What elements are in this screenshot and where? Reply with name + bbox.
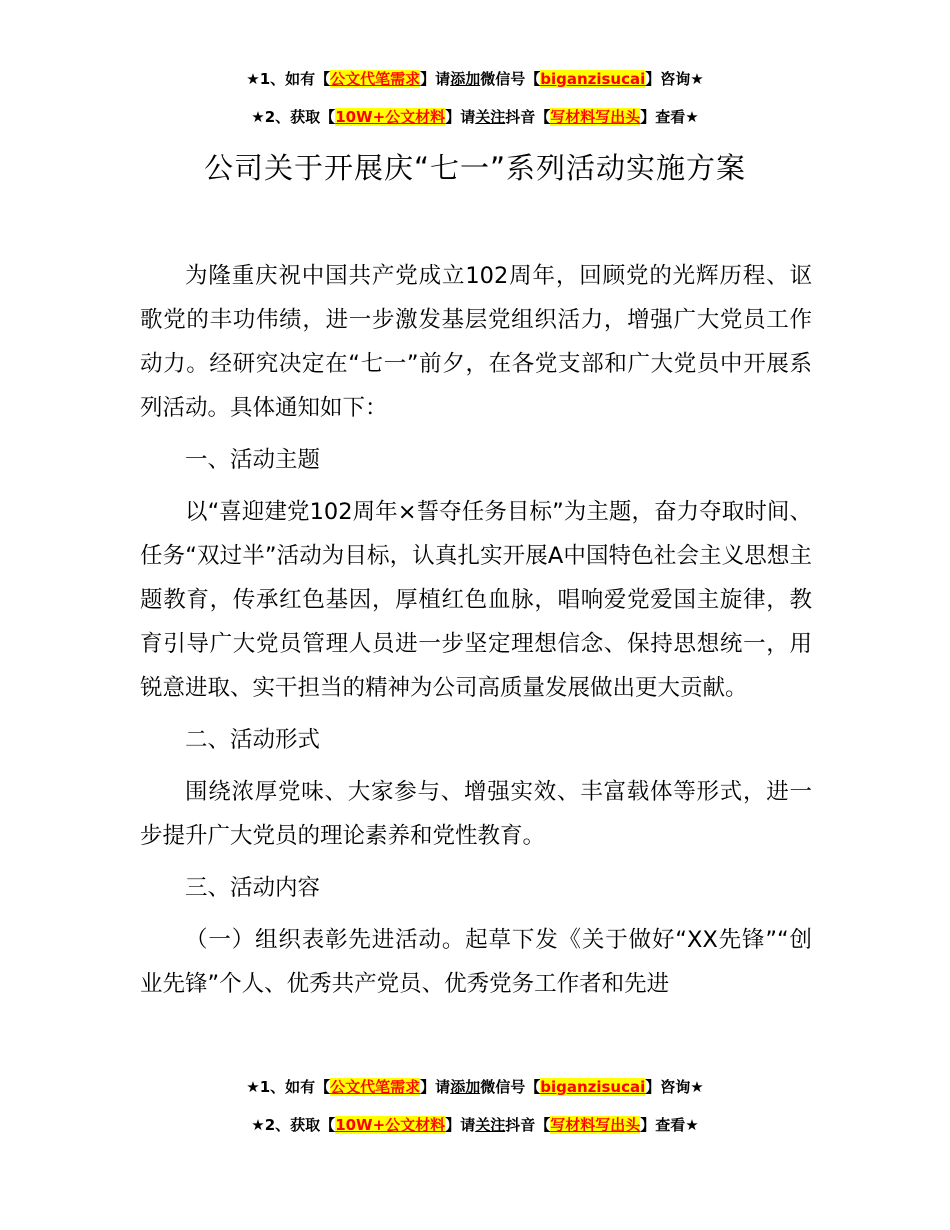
- section-heading-form: 二、活动形式: [185, 727, 321, 753]
- banner-underline-follow: 关注: [475, 108, 506, 126]
- banner-text: 】查看★: [640, 1116, 699, 1134]
- banner-text: 】咨询★: [645, 70, 704, 88]
- banner-highlight-wechat-id: biganzisucai: [540, 1078, 646, 1096]
- banner-text: 】请: [445, 108, 476, 126]
- banner-text: 抖音【: [505, 108, 551, 126]
- header-banner-line-2: [0, 106, 950, 128]
- section-heading-theme: 一、活动主题: [185, 447, 321, 473]
- banner-text: ★1、如有【: [246, 70, 331, 88]
- document-body: [140, 254, 812, 1006]
- section-heading-content: 三、活动内容: [185, 875, 321, 901]
- banner-highlight-materials: 10W+公文材料: [335, 108, 446, 126]
- banner-underline-follow: 关注: [475, 1116, 506, 1134]
- banner-highlight-douyin-id: 写材料写出头: [550, 108, 641, 126]
- content-paragraph: （一）组织表彰先进活动。起草下发《关于做好“XX先锋”“创业先锋”个人、优秀共产党员、优秀党务工作者和先进: [140, 927, 812, 997]
- banner-highlight-service: 公文代笔需求: [330, 70, 421, 88]
- banner-text: 微信号【: [480, 70, 541, 88]
- banner-text: 】请: [420, 1078, 451, 1096]
- banner-text: 】请: [445, 1116, 476, 1134]
- header-banner-line-1: [0, 68, 950, 90]
- banner-highlight-douyin-id: 写材料写出头: [550, 1116, 641, 1134]
- banner-text: 】查看★: [640, 108, 699, 126]
- banner-text: 抖音【: [505, 1116, 551, 1134]
- banner-text: 】咨询★: [645, 1078, 704, 1096]
- banner-highlight-service: 公文代笔需求: [330, 1078, 421, 1096]
- document-title: 公司关于开展庆“七一”系列活动实施方案: [203, 151, 747, 185]
- form-paragraph: 围绕浓厚党味、大家参与、增强实效、丰富载体等形式，进一步提升广大党员的理论素养和党性教育。: [140, 779, 812, 849]
- banner-text: ★2、获取【: [251, 1116, 336, 1134]
- banner-highlight-materials: 10W+公文材料: [335, 1116, 446, 1134]
- banner-text: ★2、获取【: [251, 108, 336, 126]
- banner-text: 微信号【: [480, 1078, 541, 1096]
- banner-underline-add: 添加: [450, 1078, 481, 1096]
- banner-text: ★1、如有【: [246, 1078, 331, 1096]
- banner-text: 】请: [420, 70, 451, 88]
- footer-banner-line-1: [0, 1076, 950, 1098]
- theme-paragraph: 以“喜迎建党102周年×誓夺任务目标”为主题，奋力夺取时间、任务“双过半”活动为目标，认真扎实开展A中国特色社会主义思想主题教育，传承红色基因，厚植红色血脉，唱响爱党爱国主旋律，教育引导广大党员管理人员进一步坚定理想信念、保持思想统一，用锐意进取、实干担当的精神为公司高质量发展做出更大贡献。: [140, 499, 812, 701]
- banner-highlight-wechat-id: biganzisucai: [540, 70, 646, 88]
- intro-paragraph: 为隆重庆祝中国共产党成立102周年，回顾党的光辉历程、讴歌党的丰功伟绩，进一步激发基层党组织活力，增强广大党员工作动力。经研究决定在“七一”前夕，在各党支部和广大党员中开展系列活动。具体通知如下：: [140, 263, 812, 421]
- banner-underline-add: 添加: [450, 70, 481, 88]
- footer-banner-line-2: [0, 1114, 950, 1136]
